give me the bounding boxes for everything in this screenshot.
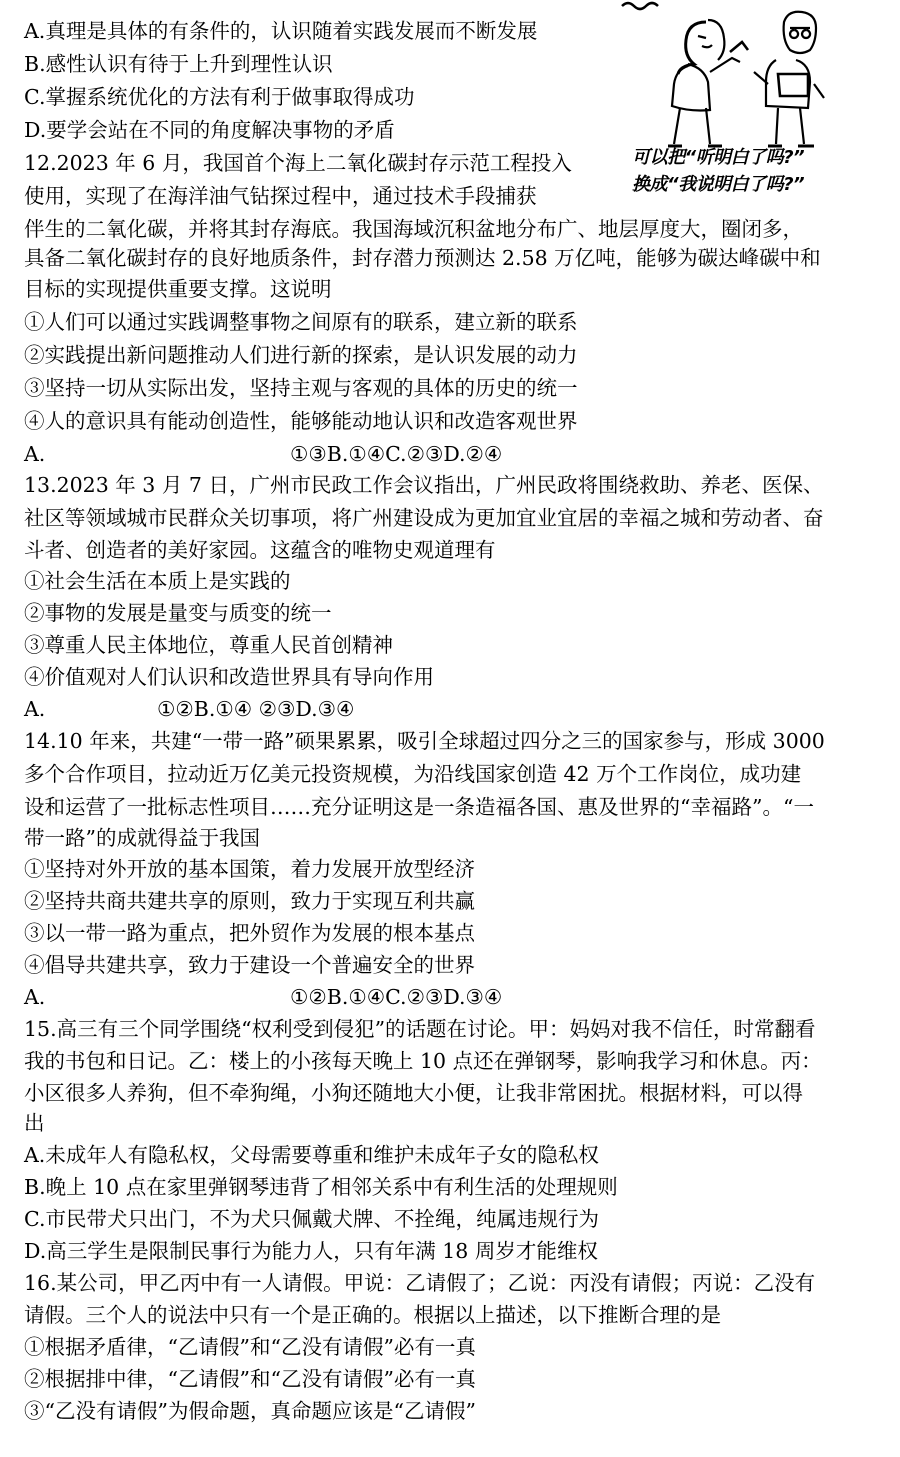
q13-choices: ①②B.①④ ②③D.③④ [157, 697, 355, 721]
q14-item-1: ①坚持对外开放的基本国策，着力发展开放型经济 [24, 857, 475, 881]
q12-choices: ①③B.①④C.②③D.②④ [290, 442, 503, 466]
q12-item-2: ②实践提出新问题推动人们进行新的探索，是认识发展的动力 [24, 343, 578, 367]
q15-stem-line1: 15.高三有三个同学围绕“权利受到侵犯”的话题在讨论。甲：妈妈对我不信任，时常翻看 [24, 1017, 816, 1041]
q15-stem-line4: 出 [24, 1111, 45, 1135]
q15-option-d: D.高三学生是限制民事行为能力人，只有年满 18 周岁才能维权 [24, 1239, 598, 1263]
q14-stem-line2: 多个合作项目，拉动近万亿美元投资规模，为沿线国家创造 42 万个工作岗位，成功建 [24, 762, 802, 786]
q13-item-2: ②事物的发展是量变与质变的统一 [24, 601, 332, 625]
q14-stem-line3: 设和运营了一批标志性项目……充分证明这是一条造福各国、惠及世界的“幸福路”。“一 [24, 795, 814, 819]
q14-item-3: ③以一带一路为重点，把外贸作为发展的根本基点 [24, 921, 475, 945]
q12-stem-line2: 使用，实现了在海洋油气钻探过程中，通过技术手段捕获 [24, 184, 537, 208]
q16-stem-line2: 请假。三个人的说法中只有一个是正确的。根据以上描述，以下推断合理的是 [24, 1303, 721, 1327]
q13-item-4: ④价值观对人们认识和改造世界具有导向作用 [24, 665, 434, 689]
teacher-figure [668, 20, 748, 146]
q12-choice-a: A. [24, 442, 46, 466]
q16-item-3: ③“乙没有请假”为假命题，真命题应该是“乙请假” [24, 1399, 476, 1423]
q14-choice-a: A. [24, 985, 46, 1009]
q14-stem-line4: 带一路”的成就得益于我国 [24, 826, 260, 850]
q11-option-b: B.感性认识有待于上升到理性认识 [24, 52, 333, 76]
q11-option-a: A.真理是具体的有条件的，认识随着实践发展而不断发展 [24, 19, 538, 43]
q15-option-c: C.市民带犬只出门，不为犬只佩戴犬牌、不拴绳，纯属违规行为 [24, 1207, 599, 1231]
cartoon-caption-line1: 可以把“听明白了吗?” [632, 147, 805, 168]
q13-item-3: ③尊重人民主体地位，尊重人民首创精神 [24, 633, 393, 657]
q12-item-4: ④人的意识具有能动创造性，能够能动地认识和改造客观世界 [24, 409, 578, 433]
cartoon-caption-line2: 换成“我说明白了吗?” [632, 174, 805, 195]
q13-stem-line3: 斗者、创造者的美好家园。这蕴含的唯物史观道理有 [24, 538, 496, 562]
q14-item-2: ②坚持共商共建共享的原则，致力于实现互利共赢 [24, 889, 475, 913]
q15-option-b: B.晚上 10 点在家里弹钢琴违背了相邻关系中有利生活的处理规则 [24, 1175, 618, 1199]
q15-stem-line2: 我的书包和日记。乙：楼上的小孩每天晚上 10 点还在弹钢琴，影响我学习和休息。丙： [24, 1049, 822, 1073]
q12-item-3: ③坚持一切从实际出发，坚持主观与客观的具体的历史的统一 [24, 376, 578, 400]
q12-stem-line5: 目标的实现提供重要支撑。这说明 [24, 277, 332, 301]
q12-item-1: ①人们可以通过实践调整事物之间原有的联系，建立新的联系 [24, 310, 578, 334]
q13-stem-line1: 13.2023 年 3 月 7 日，广州市民政工作会议指出，广州民政将围绕救助、养老、医保、 [24, 473, 824, 497]
q11-option-d: D.要学会站在不同的角度解决事物的矛盾 [24, 118, 395, 142]
q13-stem-line2: 社区等领域城市民群众关切事项，将广州建设成为更加宜业宜居的幸福之城和劳动者、奋 [24, 506, 824, 530]
q15-option-a: A.未成年人有隐私权，父母需要尊重和维护未成年子女的隐私权 [24, 1143, 599, 1167]
student-figure [754, 12, 824, 146]
q13-item-1: ①社会生活在本质上是实践的 [24, 569, 291, 593]
q16-item-1: ①根据矛盾律，“乙请假”和“乙没有请假”必有一真 [24, 1335, 476, 1359]
q12-stem-line3: 伴生的二氧化碳，并将其封存海底。我国海域沉积盆地分布广、地层厚度大，圈闭多， [24, 217, 803, 241]
q14-item-4: ④倡导共建共享，致力于建设一个普遍安全的世界 [24, 953, 475, 977]
q14-choices: ①②B.①④C.②③D.③④ [290, 985, 503, 1009]
q13-choice-a: A. [24, 697, 46, 721]
q12-stem-line4: 具备二氧化碳封存的良好地质条件，封存潜力预测达 2.58 万亿吨，能够为碳达峰碳中和 [24, 246, 821, 270]
q11-option-c: C.掌握系统优化的方法有利于做事取得成功 [24, 85, 415, 109]
q12-stem-line1: 12.2023 年 6 月，我国首个海上二氧化碳封存示范工程投入 [24, 151, 572, 175]
q15-stem-line3: 小区很多人养狗，但不牵狗绳，小狗还随地大小便，让我非常困扰。根据材料，可以得 [24, 1081, 803, 1105]
q14-stem-line1: 14.10 年来，共建“一带一路”硕果累累，吸引全球超过四分之三的国家参与，形成 3000 [24, 729, 825, 753]
q16-item-2: ②根据排中律，“乙请假”和“乙没有请假”必有一真 [24, 1367, 476, 1391]
q16-stem-line1: 16.某公司，甲乙丙中有一人请假。甲说：乙请假了；乙说：丙没有请假；丙说：乙没有 [24, 1271, 816, 1295]
